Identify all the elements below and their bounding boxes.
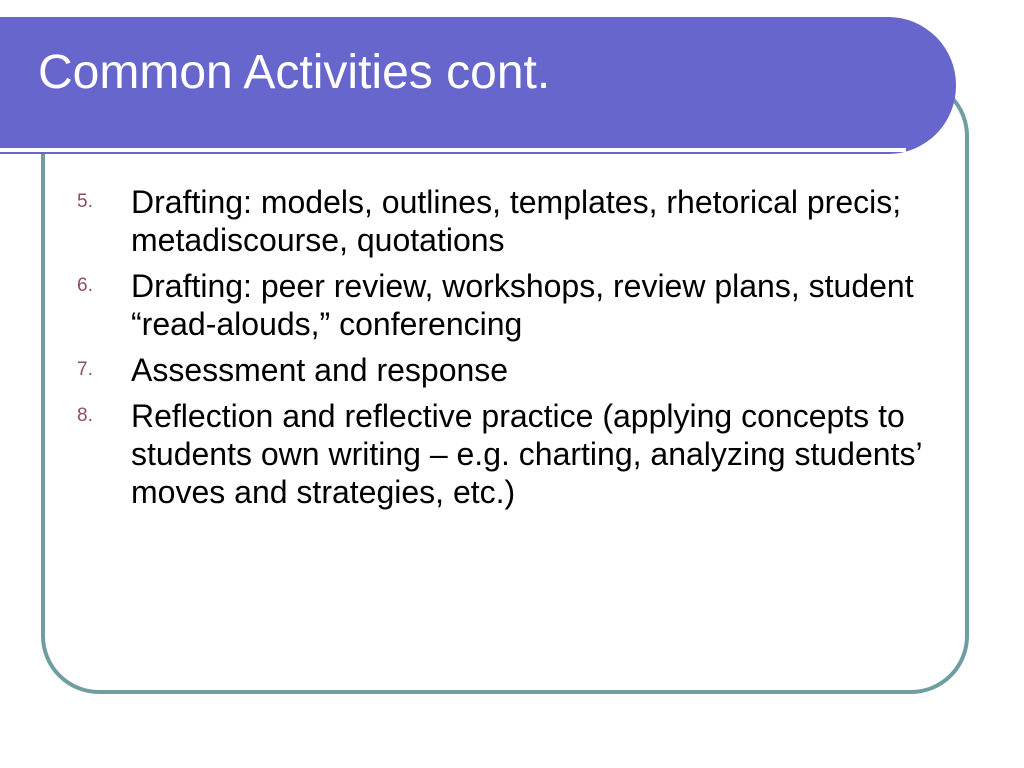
- list-item-number: 5.: [77, 191, 93, 212]
- list-item-number: 8.: [77, 405, 93, 426]
- list-item: [77, 183, 937, 259]
- list-item-text: Drafting: models, outlines, templates, rhetorical precis; metadiscourse, quotations: [131, 184, 902, 258]
- list-item: [77, 267, 937, 343]
- list-item-text: Assessment and response: [131, 352, 509, 388]
- list-item-text: Drafting: peer review, workshops, review plans, student “read-alouds,” conferencing: [131, 268, 914, 342]
- list-item-number: 7.: [77, 359, 93, 380]
- slide-title: Common Activities cont.: [38, 46, 551, 99]
- title-bar: [0, 17, 956, 154]
- list-item: [77, 397, 937, 511]
- list-item-text: Reflection and reflective practice (applying concepts to students own writing – e.g. charting, analyzing students’ moves and strategies, etc.): [131, 398, 922, 510]
- title-underline: [0, 148, 906, 152]
- list-item-number: 6.: [77, 275, 93, 296]
- activity-list: [77, 183, 937, 519]
- list-item: [77, 351, 937, 389]
